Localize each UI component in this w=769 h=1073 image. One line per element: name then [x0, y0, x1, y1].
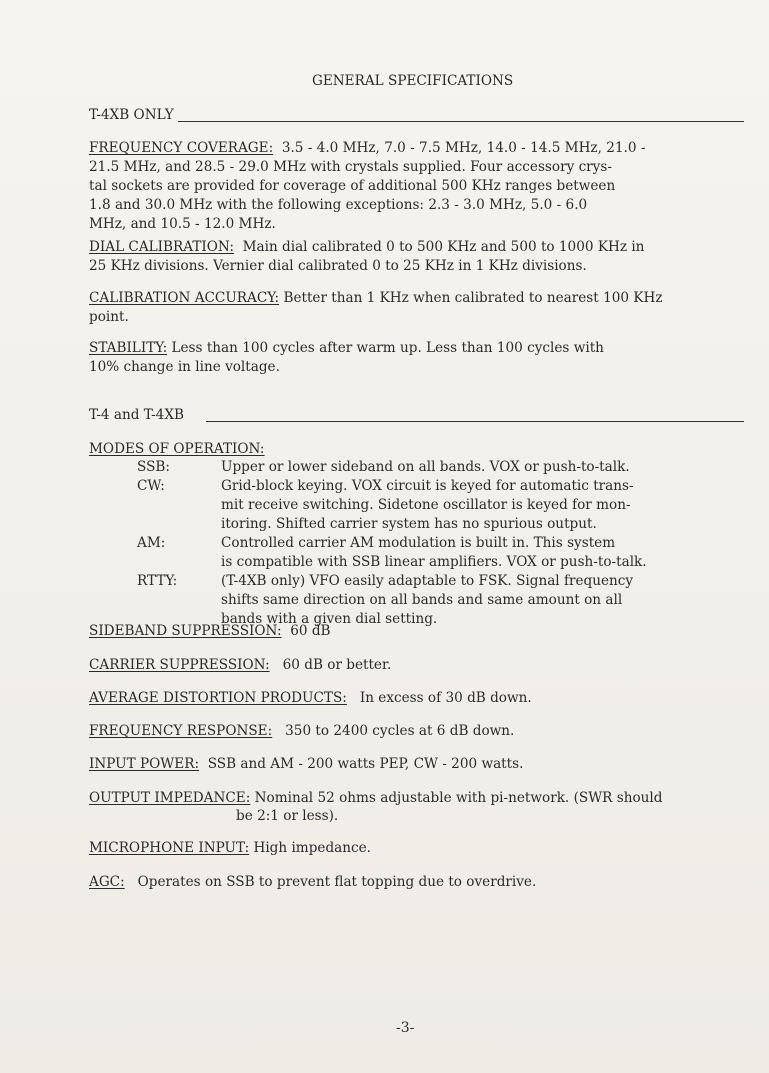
- spec-value: In excess of 30 dB down.: [359, 690, 532, 706]
- spec-label: FREQUENCY COVERAGE:: [89, 140, 274, 156]
- spec-text: 1.8 and 30.0 MHz with the following exceptions: 2.3 - 3.0 MHz, 5.0 - 6.0: [89, 197, 588, 213]
- section-rule: [206, 421, 744, 422]
- section-heading-t4xb: T-4XB ONLY: [89, 107, 174, 123]
- spec-label: INPUT POWER:: [89, 756, 200, 772]
- output-impedance-cont: be 2:1 or less).: [236, 808, 339, 824]
- spec-label: DIAL CALIBRATION:: [89, 239, 234, 255]
- mode-text: bands with a given dial setting.: [221, 611, 438, 627]
- stability: [89, 339, 729, 377]
- mode-text: Grid-block keying. VOX circuit is keyed for automatic trans-: [221, 478, 634, 494]
- frequency-coverage: [89, 139, 729, 234]
- spec-value: 350 to 2400 cycles at 6 dB down.: [285, 723, 515, 739]
- page-number: -3-: [396, 1020, 415, 1036]
- modes-of-operation-label: MODES OF OPERATION:: [89, 441, 265, 457]
- mode-label: RTTY:: [137, 573, 178, 589]
- microphone-input: [89, 839, 371, 858]
- spec-text: Less than 100 cycles after warm up. Less than 100 cycles with: [171, 340, 604, 356]
- page-title: GENERAL SPECIFICATIONS: [312, 73, 514, 89]
- spec-label: OUTPUT IMPEDANCE:: [89, 790, 251, 806]
- spec-label: AVERAGE DISTORTION PRODUCTS:: [89, 690, 347, 706]
- average-distortion-products: [89, 689, 532, 708]
- spec-value: Nominal 52 ohms adjustable with pi-network. (SWR should: [254, 790, 663, 806]
- spec-label: FREQUENCY RESPONSE:: [89, 723, 273, 739]
- spec-value: 60 dB: [290, 623, 331, 639]
- spec-text: 3.5 - 4.0 MHz, 7.0 - 7.5 MHz, 14.0 - 14.5 MHz, 21.0 -: [281, 140, 646, 156]
- mode-label: CW:: [137, 478, 165, 494]
- spec-label: MICROPHONE INPUT:: [89, 840, 250, 856]
- section-heading-t4-t4xb: T-4 and T-4XB: [89, 407, 184, 423]
- calibration-accuracy: [89, 289, 729, 327]
- spec-text: point.: [89, 309, 129, 325]
- spec-value: High impedance.: [253, 840, 371, 856]
- output-impedance: [89, 789, 662, 808]
- spec-text: MHz, and 10.5 - 12.0 MHz.: [89, 216, 276, 232]
- mode-ssb: [89, 458, 647, 477]
- mode-label: SSB:: [137, 459, 170, 475]
- mode-am: [89, 534, 647, 572]
- frequency-response: [89, 722, 514, 741]
- spec-text: 25 KHz divisions. Vernier dial calibrated 0 to 25 KHz in 1 KHz divisions.: [89, 258, 587, 274]
- mode-text: Upper or lower sideband on all bands. VOX or push-to-talk.: [221, 459, 630, 475]
- input-power: [89, 755, 523, 774]
- spec-label: STABILITY:: [89, 340, 168, 356]
- spec-value: 60 dB or better.: [282, 657, 392, 673]
- dial-calibration: [89, 238, 729, 276]
- sideband-suppression: [89, 622, 331, 641]
- mode-cw: [89, 477, 647, 534]
- mode-text: itoring. Shifted carrier system has no spurious output.: [221, 516, 597, 532]
- agc: [89, 873, 536, 892]
- mode-text: is compatible with SSB linear amplifiers. VOX or push-to-talk.: [221, 554, 647, 570]
- spec-value: Operates on SSB to prevent flat topping due to overdrive.: [137, 874, 537, 890]
- spec-label: AGC:: [89, 874, 125, 890]
- spec-label: SIDEBAND SUPPRESSION:: [89, 623, 282, 639]
- mode-text: shifts same direction on all bands and same amount on all: [221, 592, 623, 608]
- spec-text: 21.5 MHz, and 28.5 - 29.0 MHz with crystals supplied. Four accessory crys-: [89, 159, 612, 175]
- spec-text: Better than 1 KHz when calibrated to nearest 100 KHz: [283, 290, 663, 306]
- spec-text: tal sockets are provided for coverage of additional 500 KHz ranges between: [89, 178, 616, 194]
- modes-list: [89, 458, 647, 629]
- spec-value: SSB and AM - 200 watts PEP, CW - 200 watts.: [207, 756, 524, 772]
- mode-text: mit receive switching. Sidetone oscillator is keyed for mon-: [221, 497, 631, 513]
- mode-text: (T-4XB only) VFO easily adaptable to FSK. Signal frequency: [221, 573, 634, 589]
- spec-text: Main dial calibrated 0 to 500 KHz and 500 to 1000 KHz in: [242, 239, 645, 255]
- spec-text: 10% change in line voltage.: [89, 359, 280, 375]
- carrier-suppression: [89, 656, 391, 675]
- mode-text: Controlled carrier AM modulation is built in. This system: [221, 535, 616, 551]
- spec-label: CALIBRATION ACCURACY:: [89, 290, 280, 306]
- mode-label: AM:: [137, 535, 166, 551]
- spec-label: CARRIER SUPPRESSION:: [89, 657, 270, 673]
- mode-rtty: [89, 572, 647, 629]
- section-rule: [178, 121, 744, 122]
